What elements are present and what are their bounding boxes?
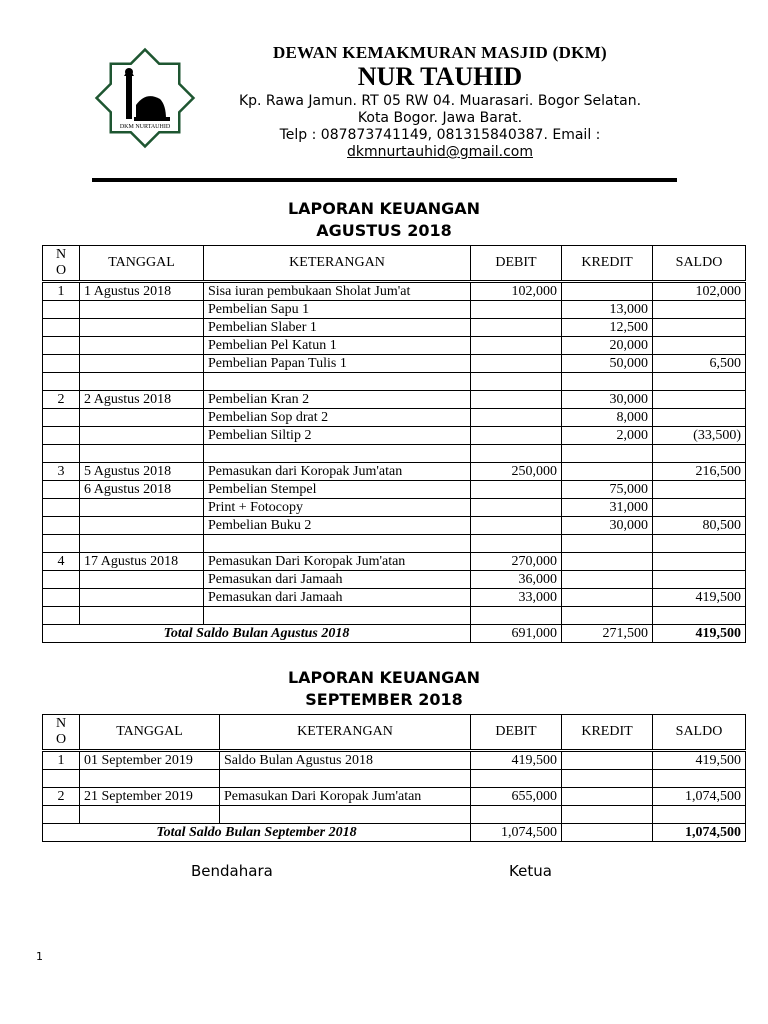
cell-debit: 655,000 — [471, 788, 562, 806]
cell-saldo — [653, 391, 746, 409]
cell-tanggal: 6 Agustus 2018 — [80, 481, 204, 499]
cell-saldo — [653, 499, 746, 517]
cell-keterangan: Sisa iuran pembukaan Sholat Jum'at — [204, 282, 471, 301]
total-debit: 1,074,500 — [471, 824, 562, 842]
cell-debit — [471, 391, 562, 409]
cell-debit — [471, 445, 562, 463]
page-number: 1 — [36, 950, 43, 963]
cell-tanggal — [80, 517, 204, 535]
cell-tanggal — [80, 535, 204, 553]
cell-keterangan: Pemasukan dari Jamaah — [204, 589, 471, 607]
table-row — [43, 553, 746, 571]
cell-no — [43, 319, 80, 337]
table-row — [43, 770, 746, 788]
cell-no — [43, 517, 80, 535]
cell-debit: 36,000 — [471, 571, 562, 589]
cell-tanggal — [80, 373, 204, 391]
cell-keterangan: Pembelian Sop drat 2 — [204, 409, 471, 427]
table-row — [43, 607, 746, 625]
cell-no — [43, 445, 80, 463]
email-link[interactable]: dkmnurtauhid@gmail.com — [347, 144, 533, 160]
table-row — [43, 751, 746, 770]
signature-ketua: Ketua — [509, 862, 552, 880]
table-row — [43, 463, 746, 481]
table-row — [43, 373, 746, 391]
header-divider — [92, 178, 677, 182]
cell-saldo — [653, 319, 746, 337]
cell-saldo — [653, 409, 746, 427]
sep-title-2: SEPTEMBER 2018 — [305, 690, 463, 709]
cell-tanggal: 1 Agustus 2018 — [80, 282, 204, 301]
cell-debit — [471, 499, 562, 517]
cell-no — [43, 301, 80, 319]
cell-debit — [471, 337, 562, 355]
table-row — [43, 481, 746, 499]
cell-kredit — [562, 463, 653, 481]
cell-tanggal: 2 Agustus 2018 — [80, 391, 204, 409]
cell-debit — [471, 481, 562, 499]
cell-kredit — [562, 589, 653, 607]
cell-keterangan — [220, 806, 471, 824]
cell-debit: 33,000 — [471, 589, 562, 607]
table-row — [43, 499, 746, 517]
cell-saldo — [653, 373, 746, 391]
cell-debit — [471, 770, 562, 788]
cell-keterangan: Pembelian Slaber 1 — [204, 319, 471, 337]
cell-saldo: 102,000 — [653, 282, 746, 301]
table-header-row — [43, 246, 746, 282]
cell-no: 1 — [43, 751, 80, 770]
total-label: Total Saldo Bulan Agustus 2018 — [43, 625, 471, 643]
cell-debit — [471, 409, 562, 427]
cell-kredit — [562, 788, 653, 806]
cell-no — [43, 571, 80, 589]
cell-kredit — [562, 571, 653, 589]
total-label: Total Saldo Bulan September 2018 — [43, 824, 471, 842]
cell-kredit — [562, 607, 653, 625]
cell-no — [43, 589, 80, 607]
cell-keterangan — [204, 535, 471, 553]
cell-saldo: 80,500 — [653, 517, 746, 535]
table-row — [43, 589, 746, 607]
cell-debit — [471, 535, 562, 553]
cell-keterangan: Saldo Bulan Agustus 2018 — [220, 751, 471, 770]
cell-kredit: 75,000 — [562, 481, 653, 499]
col-kredit: KREDIT — [562, 715, 653, 751]
cell-saldo: 419,500 — [653, 589, 746, 607]
cell-tanggal — [80, 445, 204, 463]
cell-tanggal — [80, 589, 204, 607]
col-kredit: KREDIT — [562, 246, 653, 282]
cell-debit: 250,000 — [471, 463, 562, 481]
cell-no — [43, 373, 80, 391]
table-row — [43, 571, 746, 589]
cell-saldo: (33,500) — [653, 427, 746, 445]
table-row — [43, 282, 746, 301]
table-row — [43, 301, 746, 319]
col-saldo: SALDO — [653, 246, 746, 282]
cell-debit — [471, 301, 562, 319]
cell-keterangan: Pemasukan dari Koropak Jum'atan — [204, 463, 471, 481]
cell-kredit — [562, 373, 653, 391]
signature-bendahara: Bendahara — [191, 862, 273, 880]
address-line-2: Kota Bogor. Jawa Barat. — [357, 110, 523, 126]
cell-no — [43, 355, 80, 373]
total-row — [43, 625, 746, 643]
cell-keterangan: Pembelian Siltip 2 — [204, 427, 471, 445]
cell-keterangan: Pembelian Papan Tulis 1 — [204, 355, 471, 373]
cell-keterangan — [204, 445, 471, 463]
cell-saldo — [653, 481, 746, 499]
cell-debit — [471, 355, 562, 373]
sep-title-1: LAPORAN KEUANGAN — [287, 668, 481, 687]
table-row — [43, 319, 746, 337]
table-row — [43, 535, 746, 553]
cell-debit — [471, 427, 562, 445]
col-no-text: NO — [55, 247, 67, 278]
total-kredit: 271,500 — [562, 625, 653, 643]
org-name: NUR TAUHID — [357, 62, 523, 91]
table-row — [43, 445, 746, 463]
cell-tanggal — [80, 337, 204, 355]
table-row — [43, 427, 746, 445]
col-saldo: SALDO — [653, 715, 746, 751]
cell-kredit: 12,500 — [562, 319, 653, 337]
cell-debit — [471, 806, 562, 824]
cell-saldo: 1,074,500 — [653, 788, 746, 806]
cell-debit — [471, 517, 562, 535]
aug-title-1: LAPORAN KEUANGAN — [287, 199, 481, 218]
cell-kredit: 30,000 — [562, 517, 653, 535]
cell-kredit — [562, 751, 653, 770]
col-keterangan: KETERANGAN — [204, 246, 471, 282]
cell-saldo — [653, 806, 746, 824]
cell-no — [43, 481, 80, 499]
cell-keterangan — [204, 607, 471, 625]
cell-debit: 102,000 — [471, 282, 562, 301]
table-row — [43, 337, 746, 355]
cell-tanggal — [80, 301, 204, 319]
cell-keterangan — [220, 770, 471, 788]
cell-keterangan: Pembelian Sapu 1 — [204, 301, 471, 319]
cell-tanggal — [80, 409, 204, 427]
table-row — [43, 391, 746, 409]
cell-saldo — [653, 571, 746, 589]
total-row — [43, 824, 746, 842]
table-row — [43, 806, 746, 824]
org-line1: DEWAN KEMAKMURAN MASJID (DKM) — [272, 43, 608, 62]
col-debit: DEBIT — [471, 715, 562, 751]
cell-no: 4 — [43, 553, 80, 571]
cell-tanggal — [80, 355, 204, 373]
total-kredit — [562, 824, 653, 842]
table-row — [43, 355, 746, 373]
table-row — [43, 409, 746, 427]
address-line-1: Kp. Rawa Jamun. RT 05 RW 04. Muarasari. Bogor Selatan. — [238, 93, 642, 109]
cell-no — [43, 770, 80, 788]
cell-kredit — [562, 445, 653, 463]
cell-keterangan: Pemasukan Dari Koropak Jum'atan — [204, 553, 471, 571]
cell-tanggal: 5 Agustus 2018 — [80, 463, 204, 481]
cell-saldo — [653, 535, 746, 553]
cell-tanggal — [80, 770, 220, 788]
september-report-table — [42, 714, 746, 842]
cell-saldo — [653, 607, 746, 625]
cell-debit — [471, 607, 562, 625]
cell-keterangan: Pembelian Buku 2 — [204, 517, 471, 535]
cell-no: 1 — [43, 282, 80, 301]
cell-keterangan: Pembelian Stempel — [204, 481, 471, 499]
cell-kredit — [562, 553, 653, 571]
dkm-logo — [90, 43, 200, 153]
cell-keterangan: Pemasukan Dari Koropak Jum'atan — [220, 788, 471, 806]
aug-title-2: AGUSTUS 2018 — [316, 221, 452, 240]
cell-no — [43, 409, 80, 427]
cell-saldo — [653, 770, 746, 788]
cell-kredit — [562, 770, 653, 788]
cell-tanggal — [80, 499, 204, 517]
cell-saldo: 419,500 — [653, 751, 746, 770]
cell-debit: 419,500 — [471, 751, 562, 770]
col-no — [43, 715, 80, 751]
cell-kredit: 50,000 — [562, 355, 653, 373]
cell-kredit — [562, 282, 653, 301]
cell-kredit: 8,000 — [562, 409, 653, 427]
cell-saldo — [653, 337, 746, 355]
cell-kredit — [562, 535, 653, 553]
cell-kredit: 13,000 — [562, 301, 653, 319]
col-no — [43, 246, 80, 282]
cell-no: 2 — [43, 788, 80, 806]
cell-no: 2 — [43, 391, 80, 409]
cell-saldo — [653, 553, 746, 571]
cell-no — [43, 535, 80, 553]
total-saldo: 1,074,500 — [653, 824, 746, 842]
cell-kredit: 31,000 — [562, 499, 653, 517]
col-keterangan: KETERANGAN — [220, 715, 471, 751]
cell-keterangan — [204, 373, 471, 391]
cell-no — [43, 499, 80, 517]
total-debit: 691,000 — [471, 625, 562, 643]
cell-keterangan: Pembelian Kran 2 — [204, 391, 471, 409]
table-row — [43, 517, 746, 535]
cell-tanggal — [80, 319, 204, 337]
cell-debit — [471, 373, 562, 391]
cell-saldo: 216,500 — [653, 463, 746, 481]
cell-no — [43, 427, 80, 445]
cell-no — [43, 607, 80, 625]
phone-line: Telp : 087873741149, 081315840387. Email : — [279, 127, 601, 143]
august-report-table — [42, 245, 746, 643]
cell-tanggal — [80, 607, 204, 625]
cell-saldo — [653, 445, 746, 463]
cell-tanggal: 17 Agustus 2018 — [80, 553, 204, 571]
cell-kredit: 30,000 — [562, 391, 653, 409]
cell-tanggal — [80, 571, 204, 589]
cell-debit: 270,000 — [471, 553, 562, 571]
col-debit: DEBIT — [471, 246, 562, 282]
cell-keterangan: Pemasukan dari Jamaah — [204, 571, 471, 589]
cell-kredit: 20,000 — [562, 337, 653, 355]
cell-no — [43, 337, 80, 355]
cell-keterangan: Print + Fotocopy — [204, 499, 471, 517]
cell-keterangan: Pembelian Pel Katun 1 — [204, 337, 471, 355]
cell-debit — [471, 319, 562, 337]
col-no-text: NO — [55, 716, 67, 747]
col-tanggal: TANGGAL — [80, 715, 220, 751]
cell-tanggal — [80, 806, 220, 824]
cell-tanggal: 21 September 2019 — [80, 788, 220, 806]
cell-no — [43, 806, 80, 824]
cell-kredit: 2,000 — [562, 427, 653, 445]
table-row — [43, 788, 746, 806]
cell-saldo — [653, 301, 746, 319]
cell-no: 3 — [43, 463, 80, 481]
org-address — [225, 93, 655, 161]
table-header-row — [43, 715, 746, 751]
cell-saldo: 6,500 — [653, 355, 746, 373]
svg-text:DKM NURTAUHID: DKM NURTAUHID — [119, 124, 171, 130]
cell-tanggal — [80, 427, 204, 445]
total-saldo: 419,500 — [653, 625, 746, 643]
col-tanggal: TANGGAL — [80, 246, 204, 282]
cell-kredit — [562, 806, 653, 824]
cell-tanggal: 01 September 2019 — [80, 751, 220, 770]
